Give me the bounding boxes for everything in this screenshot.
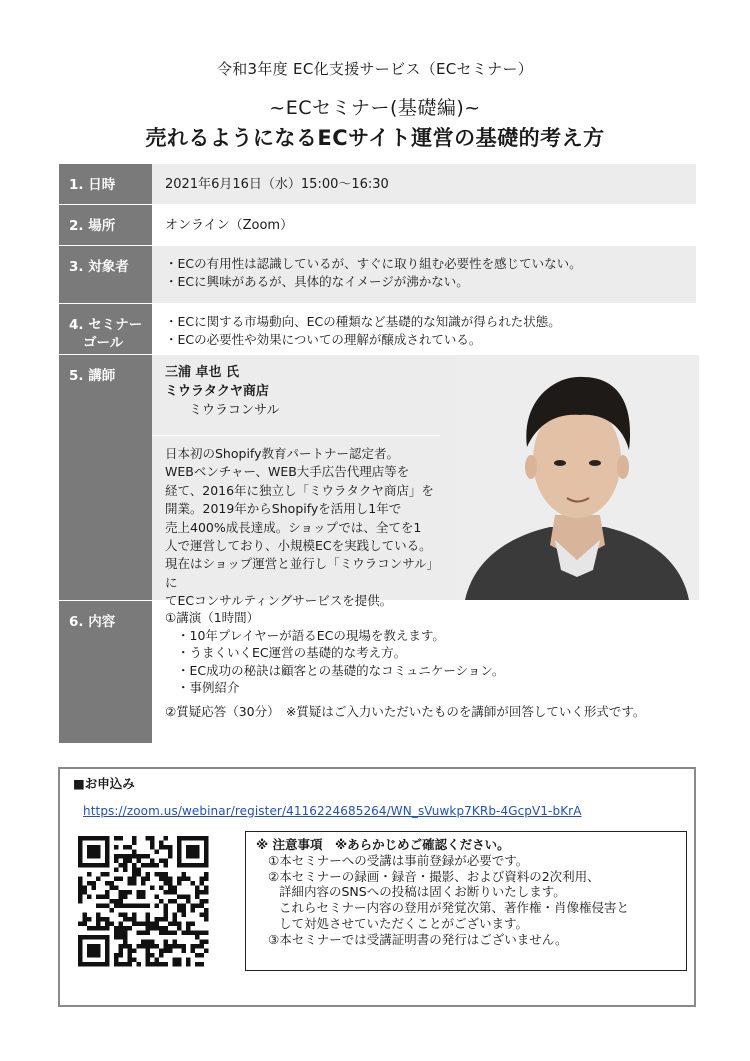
notice-title: ※ 注意事項 ※あらかじめご確認ください。: [256, 837, 510, 852]
qr-code-icon: [74, 832, 213, 970]
notice-line: これらセミナー内容の登用が発覚次第、著作権・肖像権侵害と: [279, 900, 630, 916]
lecturer-affiliation: ミウラコンサル: [189, 403, 280, 418]
lecturer-name-block: [165, 363, 279, 420]
lecturer-photo: [455, 355, 699, 600]
row-datetime: [59, 164, 696, 205]
lecturer-company: ミウラタクヤ商店: [165, 384, 269, 399]
row-place: [59, 205, 696, 246]
label-content: 6. 内容: [59, 601, 152, 744]
seminar-subtitle: ~ECセミナー(基礎編)~: [269, 97, 481, 119]
application-title: ■お申込み: [73, 776, 135, 791]
row-goal: [59, 304, 696, 355]
application-box: [58, 767, 696, 1007]
lecturer-bio: 日本初のShopify教育パートナー認定者。 WEBベンチャー、WEB大手広告代理店等を 経て、2016年に独立し「ミウラタクヤ商店」を 開業。2019年からShopifyを活用し1年で 売上400%成長達成。ショップでは、全てを1 人で運営しており、小規模ECを実践している。 現在はショップ運営と並行し「ミウラコンサル」に てECコンサルティングサービスを提供。: [165, 446, 434, 609]
label-goal: 4. セミナー ゴール: [59, 304, 152, 355]
content-item: ・うまくいくEC運営の基礎的な考え方。: [177, 645, 407, 660]
label-place: 2. 場所: [59, 205, 152, 246]
row-content: [59, 601, 696, 744]
label-lecturer: 5. 講師: [59, 355, 152, 601]
notice-line: 詳細内容のSNSへの投稿は固くお断りいたします。: [279, 884, 566, 900]
lecture-heading: ①講演（1時間）: [165, 610, 260, 625]
registration-link[interactable]: https://zoom.us/webinar/register/4116224685264/WN_sVuwkp7KRb-4GcpV1-bKrA: [83, 804, 582, 818]
lecturer-name: 三浦 卓也 氏: [165, 365, 240, 380]
seminar-info-table: [59, 163, 696, 744]
content-item: ・10年プレイヤーが語るECの現場を教えます。: [177, 627, 445, 643]
document-header: [0, 58, 750, 152]
divider: [152, 435, 440, 436]
target-line: ・ECの有用性は認識しているが、すぐに取り組む必要性を感じていない。: [165, 256, 582, 271]
row-target: [59, 246, 696, 304]
notice-line: ①本セミナーへの受講は事前登録が必要です。: [268, 852, 529, 868]
row-lecturer: [59, 355, 696, 601]
value-datetime: 2021年6月16日（水）15:00～16:30: [165, 177, 389, 192]
content-item: ・EC成功の秘訣は顧客との基礎的なコミュニケーション。: [177, 662, 505, 678]
label-target: 3. 対象者: [59, 246, 152, 304]
target-line: ・ECに興味があるが、具体的なイメージが沸かない。: [165, 274, 469, 289]
notice-line: ③本セミナーでは受講証明書の発行はございません。: [268, 931, 568, 947]
notice-line: ②本セミナーの録画・録音・撮影、および資料の2次利用、: [268, 868, 600, 884]
label-datetime: 1. 日時: [59, 164, 152, 205]
content-item: ・事例紹介: [177, 680, 240, 695]
value-place: オンライン（Zoom）: [165, 218, 294, 233]
notice-box: [245, 831, 687, 971]
seminar-title: 売れるようになるECサイト運営の基礎的考え方: [145, 126, 605, 150]
qa-heading: ②質疑応答（30分） ※質疑はご入力いただいたものを講師が回答していく形式です。: [165, 703, 646, 719]
goal-line: ・ECに関する市場動向、ECの種類など基礎的な知識が得られた状態。: [165, 314, 561, 329]
event-series-title: 令和3年度 EC化支援サービス（ECセミナー）: [216, 60, 534, 78]
goal-line: ・ECの必要性や効果についての理解が醸成されている。: [165, 332, 482, 347]
notice-line: して対処させていただくことがございます。: [279, 915, 529, 931]
